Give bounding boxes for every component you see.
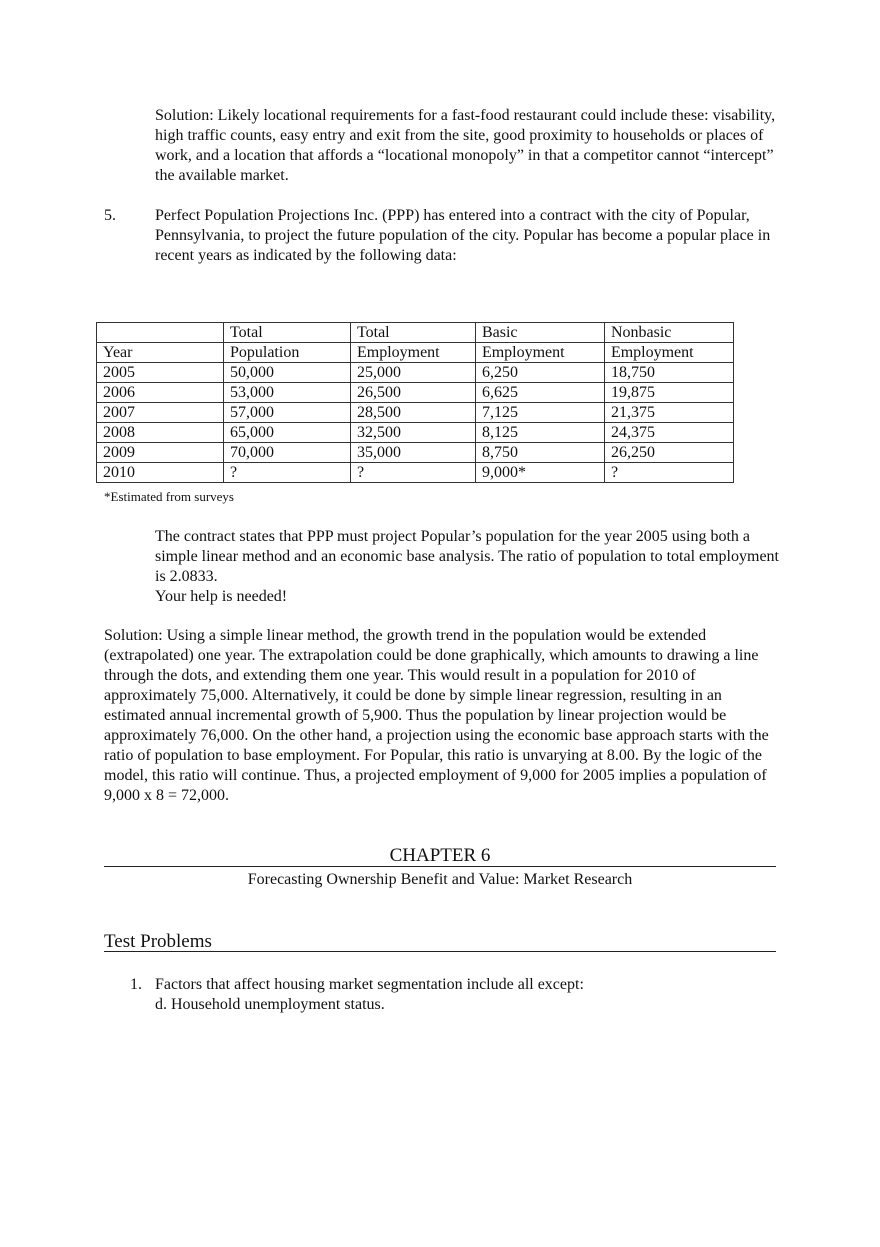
table-cell: ? bbox=[223, 463, 350, 483]
contract-paragraph bbox=[155, 527, 785, 607]
contract-text: The contract states that PPP must project Popular’s population for the year 2005 using both a simple linear method and an economic base analysis. The ratio of population to total employment is 2.0833. bbox=[155, 528, 779, 585]
table-cell: 18,750 bbox=[604, 363, 733, 383]
table-header-row-bottom bbox=[97, 343, 734, 363]
table-row bbox=[97, 463, 734, 483]
table-footnote: *Estimated from surveys bbox=[104, 489, 234, 504]
help-needed-text: Your help is needed! bbox=[155, 588, 288, 605]
table-cell: 21,375 bbox=[604, 403, 733, 423]
table-cell: 19,875 bbox=[604, 383, 733, 403]
header-cell bbox=[97, 323, 224, 343]
solution-paragraph-1: Solution: Likely locational requirements for a fast-food restaurant could include these: visability, high traffic counts, easy entry and exit from the site, good proximity to households or places of work, and a location that affords a “locational monopoly” in that a competitor cannot “intercept” the available market. bbox=[155, 107, 776, 184]
list-item-question: Factors that affect housing market segmentation include all except: bbox=[155, 976, 584, 993]
header-cell: Employment bbox=[475, 343, 604, 363]
table-cell: 2009 bbox=[97, 443, 224, 463]
table-cell: 8,750 bbox=[475, 443, 604, 463]
table-header-row-top bbox=[97, 323, 734, 343]
question-number: 5. bbox=[104, 207, 116, 224]
header-cell: Nonbasic bbox=[604, 323, 733, 343]
chapter-divider bbox=[104, 866, 776, 867]
solution-paragraph-2: Solution: Using a simple linear method, the growth trend in the population would be extended (extrapolated) one year. The extrapolation could be done graphically, which amounts to drawing a line through the dots, and extending them one year. This would result in a population for 2010 of approximately 75,000. Alternatively, it could be done by simple linear regression, resulting in an estimated annual incremental growth of 5,900. Thus the population by linear projection would be approximately 76,000. On the other hand, a projection using the economic base approach starts with the ratio of population to base employment. For Popular, this ratio is unvarying at 8.00. By the logic of the model, this ratio will continue. Thus, a projected employment of 9,000 for 2005 implies a population of 9,000 x 8 = 72,000. bbox=[104, 627, 769, 804]
table-cell: 2005 bbox=[97, 363, 224, 383]
header-cell: Employment bbox=[604, 343, 733, 363]
table-cell: 6,625 bbox=[475, 383, 604, 403]
table-cell: 32,500 bbox=[350, 423, 475, 443]
header-cell: Employment bbox=[350, 343, 475, 363]
question-5-text: Perfect Population Projections Inc. (PPP) has entered into a contract with the city of Popular, Pennsylvania, to project the future population of the city. Popular has become a popular place in recent years as indicated by the following data: bbox=[155, 207, 771, 264]
table-cell: 35,000 bbox=[350, 443, 475, 463]
table-cell: 2010 bbox=[97, 463, 224, 483]
table-cell: 28,500 bbox=[350, 403, 475, 423]
table-cell: 50,000 bbox=[223, 363, 350, 383]
population-table bbox=[96, 322, 734, 483]
table-cell: 57,000 bbox=[223, 403, 350, 423]
header-cell: Population bbox=[223, 343, 350, 363]
table-cell: 24,375 bbox=[604, 423, 733, 443]
table-row bbox=[97, 363, 734, 383]
table-cell: 25,000 bbox=[350, 363, 475, 383]
table-cell: 2007 bbox=[97, 403, 224, 423]
table-cell: ? bbox=[350, 463, 475, 483]
section-divider bbox=[104, 951, 776, 952]
list-item-answer: d. Household unemployment status. bbox=[155, 996, 385, 1013]
table-row bbox=[97, 443, 734, 463]
table-cell: 9,000* bbox=[475, 463, 604, 483]
chapter-title: CHAPTER 6 bbox=[389, 845, 491, 866]
table-cell: 70,000 bbox=[223, 443, 350, 463]
table-cell: 65,000 bbox=[223, 423, 350, 443]
header-cell: Total bbox=[223, 323, 350, 343]
section-heading: Test Problems bbox=[104, 931, 212, 952]
table-cell: 53,000 bbox=[223, 383, 350, 403]
list-item-number: 1. bbox=[130, 976, 142, 993]
table-row bbox=[97, 403, 734, 423]
chapter-subtitle: Forecasting Ownership Benefit and Value: Market Research bbox=[247, 871, 633, 888]
table-cell: 2006 bbox=[97, 383, 224, 403]
table-cell: 2008 bbox=[97, 423, 224, 443]
table-cell: 7,125 bbox=[475, 403, 604, 423]
table-cell: 26,250 bbox=[604, 443, 733, 463]
header-cell: Basic bbox=[475, 323, 604, 343]
header-cell: Year bbox=[97, 343, 224, 363]
table-cell: 26,500 bbox=[350, 383, 475, 403]
table-row bbox=[97, 423, 734, 443]
table-cell: 6,250 bbox=[475, 363, 604, 383]
table-cell: ? bbox=[604, 463, 733, 483]
header-cell: Total bbox=[350, 323, 475, 343]
table-row bbox=[97, 383, 734, 403]
table-cell: 8,125 bbox=[475, 423, 604, 443]
